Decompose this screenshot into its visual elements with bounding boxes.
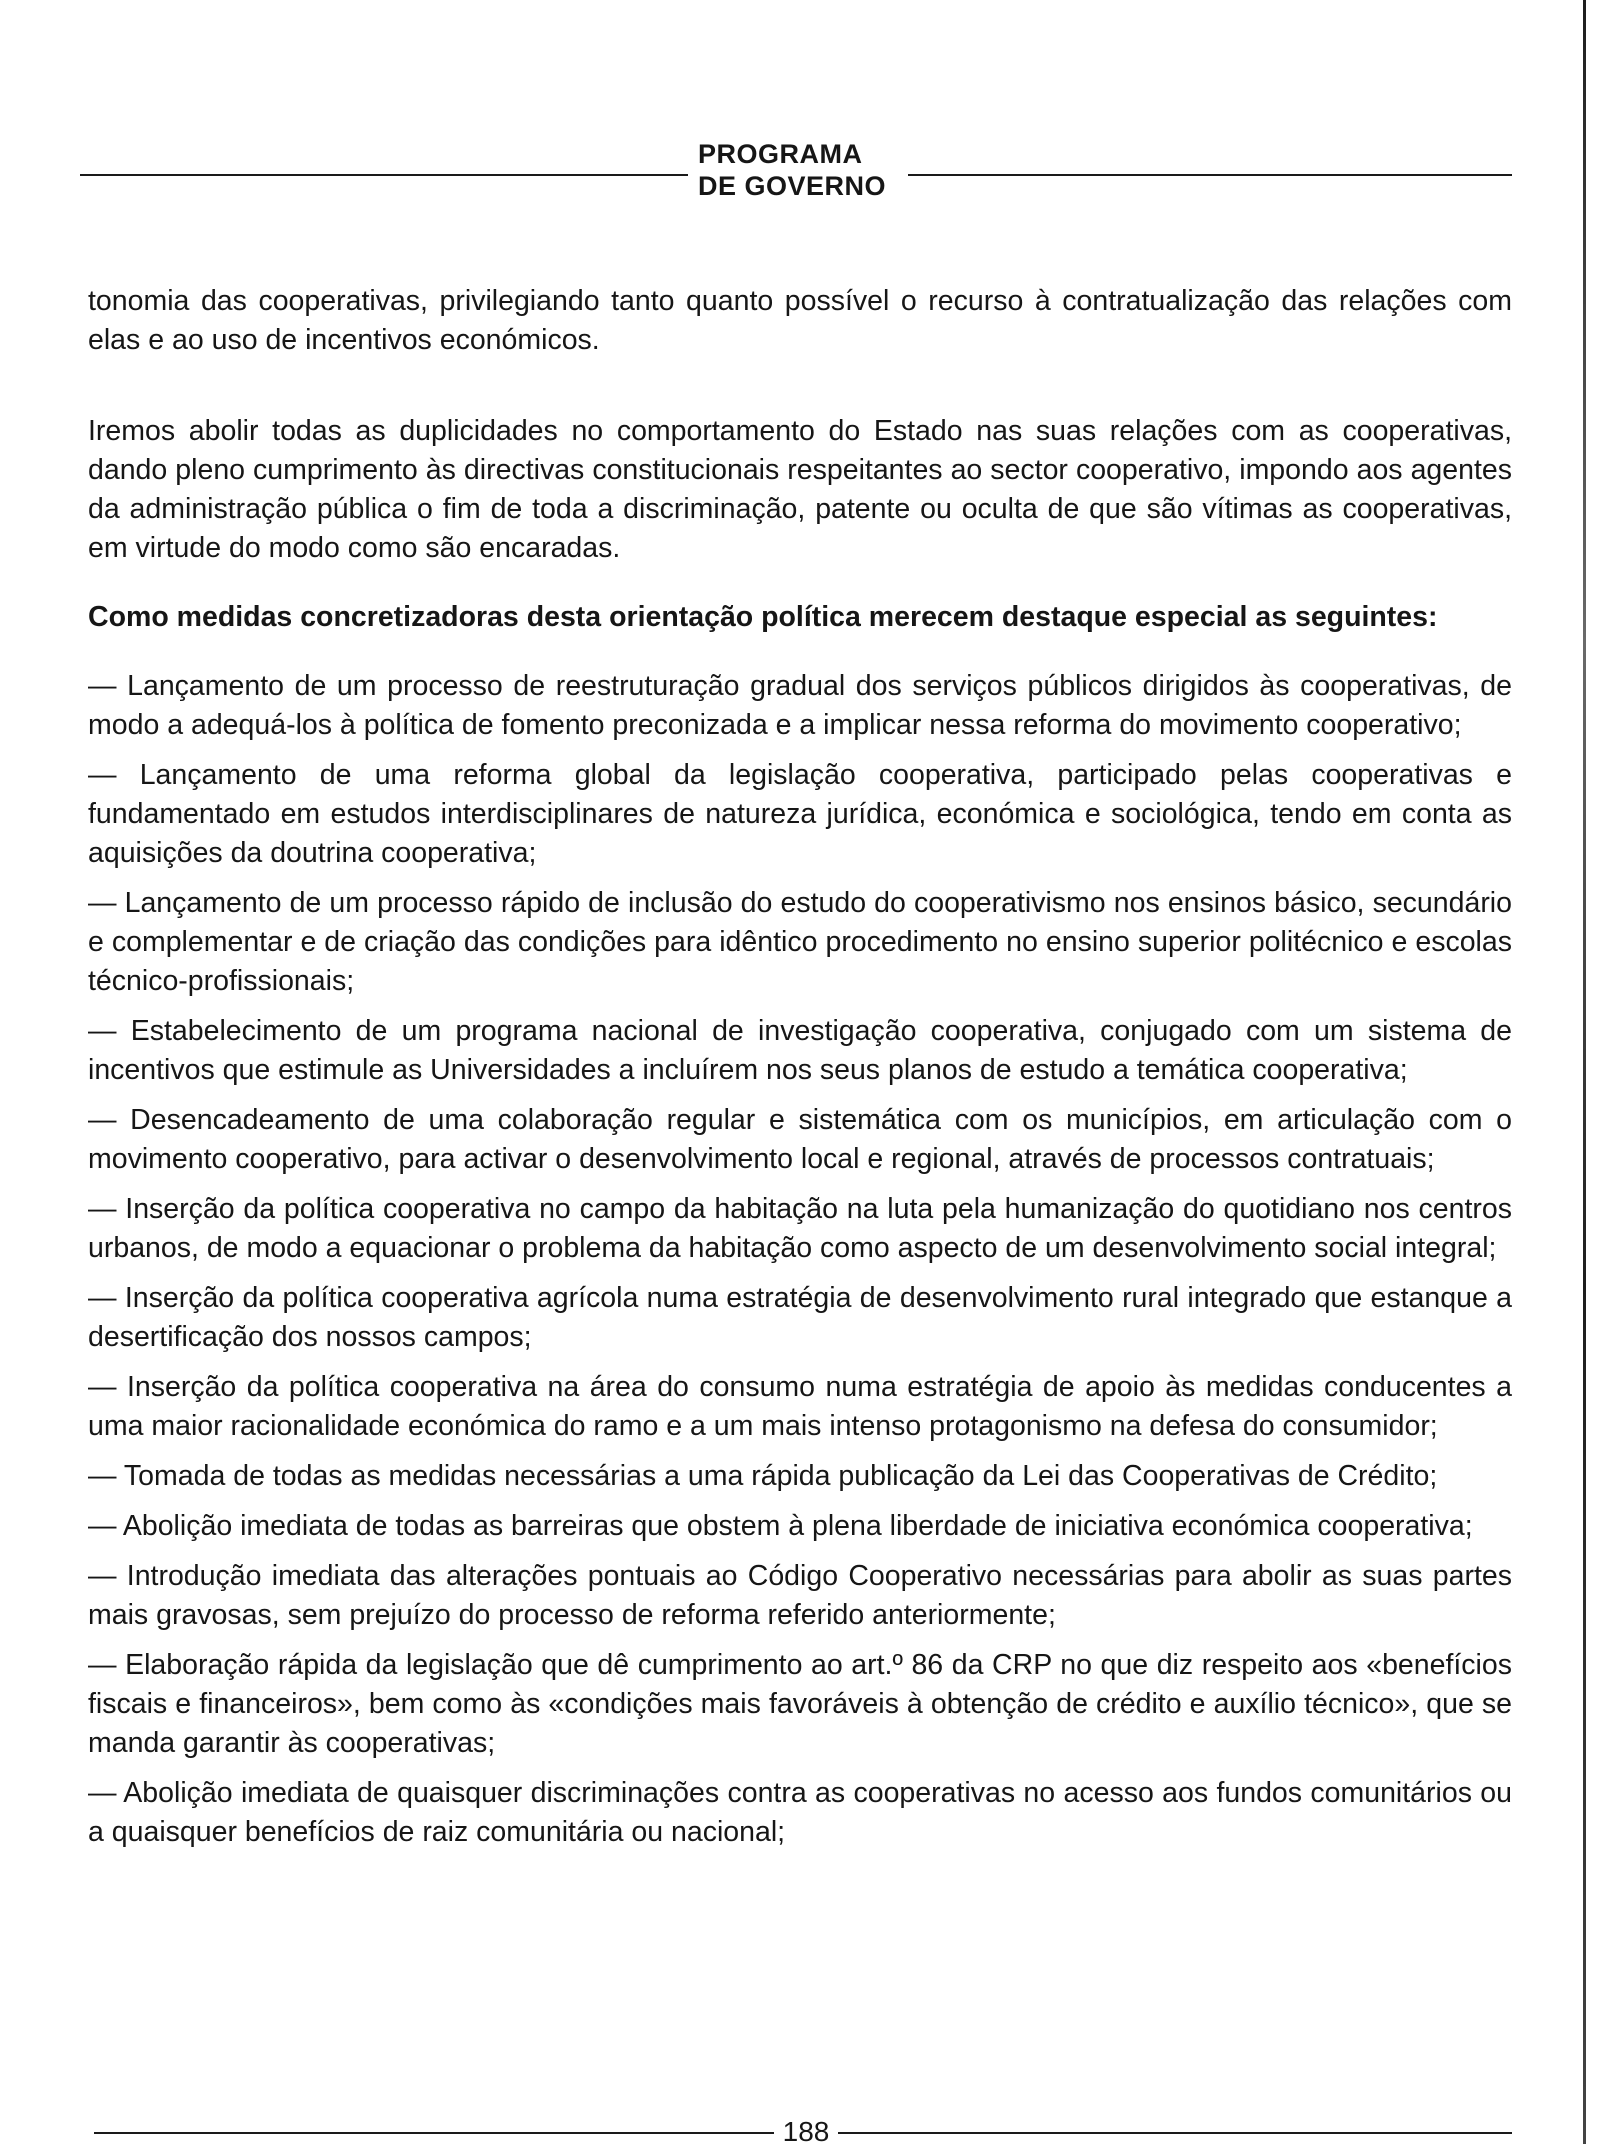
scan-edge-line [1583,0,1586,2144]
list-item: — Tomada de todas as medidas necessárias a uma rápida publicação da Lei das Cooperativas de Crédito; [88,1460,1438,1492]
list-item: — Inserção da política cooperativa agrícola numa estratégia de desenvolvimento rural integrado que estanque a desertificação dos nossos campos; [88,1282,1512,1353]
footer-rule-left [94,2132,774,2134]
list-item: — Inserção da política cooperativa no campo da habitação na luta pela humanização do quotidiano nos centros urbanos, de modo a equacionar o problema da habitação como aspecto de um desenvolvimento social integral; [88,1193,1512,1264]
page-footer [94,2114,1512,2150]
list-item: — Inserção da política cooperativa na área do consumo numa estratégia de apoio às medidas conducentes a uma maior racionalidade económica do ramo e a um mais intenso protagonismo na defesa do consumidor; [88,1371,1512,1442]
section-heading: Como medidas concretizadoras desta orientação política merecem destaque especial as seguintes: [88,601,1438,633]
list-item: — Estabelecimento de um programa nacional de investigação cooperativa, conjugado com um sistema de incentivos que estimule as Universidades a incluírem nos seus planos de estudo a temática cooperativa; [88,1015,1512,1086]
header-title [698,138,908,202]
list-item: — Desencadeamento de uma colaboração regular e sistemática com os municípios, em articulação com o movimento cooperativo, para activar o desenvolvimento local e regional, através de processos contratuais; [88,1104,1512,1175]
list-item: — Lançamento de um processo rápido de inclusão do estudo do cooperativismo nos ensinos básico, secundário e complementar e de criação das condições para idêntico procedimento no ensino superior politécnico e escolas técnico-profissionais; [88,887,1512,997]
page-header [80,138,1512,218]
list-item: — Introdução imediata das alterações pontuais ao Código Cooperativo necessárias para abolir as suas partes mais gravosas, sem prejuízo do processo de reforma referido anteriormente; [88,1560,1512,1631]
header-rule-right [908,174,1512,176]
paragraph-abolish-duplicities: Iremos abolir todas as duplicidades no comportamento do Estado nas suas relações com as cooperativas, dando pleno cumprimento às directivas constitucionais respeitantes ao sector cooperativo, impondo aos agentes da administração pública o fim de toda a discriminação, patente ou oculta de que são vítimas as cooperativas, em virtude do modo como são encaradas. [88,415,1512,564]
list-item: — Abolição imediata de todas as barreiras que obstem à plena liberdade de iniciativa económica cooperativa; [88,1510,1473,1542]
header-rule-left [80,174,688,176]
document-body [88,282,1512,1863]
list-item: — Abolição imediata de quaisquer discriminações contra as cooperativas no acesso aos fundos comunitários ou a quaisquer benefícios de raiz comunitária ou nacional; [88,1777,1512,1848]
list-item: — Lançamento de um processo de reestruturação gradual dos serviços públicos dirigidos às cooperativas, de modo a adequá-los à política de fomento preconizada e a implicar nessa reforma do movimento cooperativo; [88,670,1512,741]
paragraph-continuation: tonomia das cooperativas, privilegiando tanto quanto possível o recurso à contratualização das relações com elas e ao uso de incentivos económicos. [88,285,1512,356]
header-title-line1: PROGRAMA [698,139,863,169]
list-item: — Elaboração rápida da legislação que dê cumprimento ao art.º 86 da CRP no que diz respeito aos «benefícios fiscais e financeiros», bem como às «condições mais favoráveis à obtenção de crédito e auxílio técnico», que se manda garantir às cooperativas; [88,1649,1512,1759]
footer-rule-right [838,2132,1512,2134]
list-item: — Lançamento de uma reforma global da legislação cooperativa, participado pelas cooperativas e fundamentado em estudos interdisciplinares de natureza jurídica, económica e sociológica, tendo em conta as aquisições da doutrina cooperativa; [88,759,1512,869]
page-number: 188 [782,2116,830,2147]
header-title-line2: DE GOVERNO [698,171,887,201]
